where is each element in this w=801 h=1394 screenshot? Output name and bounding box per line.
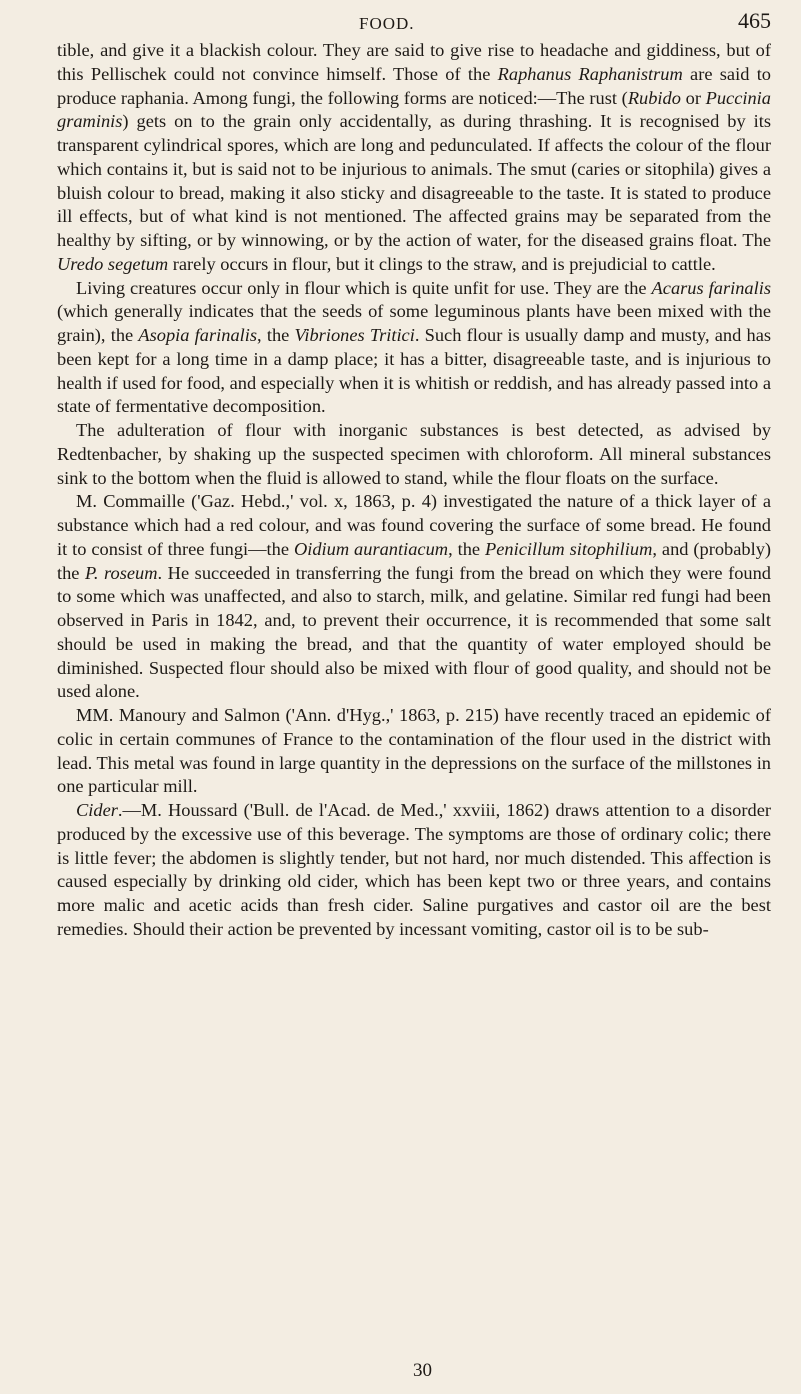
italic-term: Oidium aurantiacum: [293, 538, 449, 559]
paragraph: [57, 277, 771, 420]
text-run: Living creatures occur only in flour which is quite unfit for use. They are the: [76, 277, 652, 298]
paragraph: [57, 490, 771, 704]
paragraph: [57, 39, 771, 277]
page-header: [0, 8, 801, 38]
text-run: MM. Manoury and Salmon ('Ann. d'Hyg.,' 1863, p. 215) have recently traced an epidemic of colic in certain communes of France to the contamination of the flour used in the district with lead. This metal was found in large quantity in the depressions on the surface of the millstones in one particular mill.: [57, 705, 771, 797]
text-run: or: [680, 87, 706, 108]
text-run: M. Commaille ('Gaz. Hebd.,' vol. x, 1863, p. 4) investigated the nature of a thick layer of a substance which had a red colour, and was found covering the surface of some bread. He found it to consist of three fungi—the: [57, 491, 771, 559]
paragraph: [57, 419, 771, 490]
italic-term: Asopia farinalis: [138, 325, 258, 345]
body-text: [57, 39, 771, 942]
text-run: are said to produce raphania. Among fungi, the following forms are noticed:—The rust (: [57, 63, 771, 108]
text-run: (which generally indicates that the seeds of some leguminous plants have been mixed with the grain), the: [57, 301, 771, 345]
text-run: . Such flour is usually damp and musty, and has been kept for a long time in a damp place; it has a bitter, disagreeable taste, and is injurious to health if used for food, and especially when it is whitish or reddish, and has already passed into a state of fermentative decomposition.: [57, 325, 772, 417]
page-number: 465: [738, 8, 771, 33]
italic-term: Rubido: [627, 87, 681, 108]
text-run: , the: [448, 538, 485, 559]
text-run: .—M. Houssard ('Bull. de l'Acad. de Med.,' xxviii, 1862) draws attention to a disorder produced by the excessive use of this beverage. The symptoms are those of ordinary colic; there is little fever; the abdomen is slightly tender, but not hard, nor much distended. This affection is caused especially by drinking old cider, which has been kept two or three years, and contains more malic and acetic acids than fresh cider. Saline purgatives and castor oil are the best remedies. Should their action be prevented by incessant vomiting, castor oil is to be sub-: [57, 800, 771, 939]
running-head: FOOD.: [359, 14, 415, 33]
italic-term: Puccinia graminis: [57, 87, 771, 132]
text-run: rarely occurs in flour, but it clings to the straw, and is prejudicial to cattle.: [168, 253, 716, 274]
text-run: . He succeeded in transferring the fungi from the bread on which they were found to some which was unaffected, and also to starch, milk, and gelatine. Similar red fungi had been observed in Paris in 1842, and, to prevent their occurrence, it is recommended that some salt should be used in making the bread, and that the quantity of water employed should be diminished. Suspected flour should also be mixed with flour of good quality, and should not be used alone.: [57, 562, 771, 702]
text-run: , and (probably) the: [57, 538, 772, 583]
italic-term: Vibriones Tritici: [294, 325, 415, 345]
text-run: tible, and give it a blackish colour. They are said to give rise to headache and giddiness, but of this Pellischek could not convince himself. Those of the: [57, 40, 771, 84]
paragraph: [57, 799, 771, 942]
text-run: The adulteration of flour with inorganic substances is best detected, as advised by Redtenbacher, by shaking up the suspected specimen with chloroform. All mineral substances sink to the bottom when the fluid is allowed to stand, while the flour floats on the surface.: [57, 420, 771, 488]
italic-term: Uredo segetum: [57, 253, 169, 274]
italic-term: P. roseum: [85, 562, 158, 583]
italic-term: Cider: [76, 800, 118, 820]
italic-term: Penicillum sitophilium: [485, 538, 653, 559]
italic-term: Acarus farinalis: [651, 277, 771, 298]
paragraph: [57, 704, 771, 799]
text-run: , the: [257, 325, 295, 345]
signature-mark: 30: [413, 1360, 432, 1381]
text-run: ) gets on to the grain only accidentally, as during thrashing. It is recognised by its transparent cylindrical spores, which are long and pedunculated. If affects the colour of the flour which contains it, but is said not to be injurious to animals. The smut (caries or sitophila) gives a bluish colour to bread, making it also sticky and disagreeable to the taste. It is stated to produce ill effects, but of what kind is not mentioned. The affected grains may be separated from the healthy by sifting, or by winnowing, or by the action of water, for the diseased grains float. The: [57, 111, 771, 250]
italic-term: Raphanus Raphanistrum: [497, 63, 683, 84]
